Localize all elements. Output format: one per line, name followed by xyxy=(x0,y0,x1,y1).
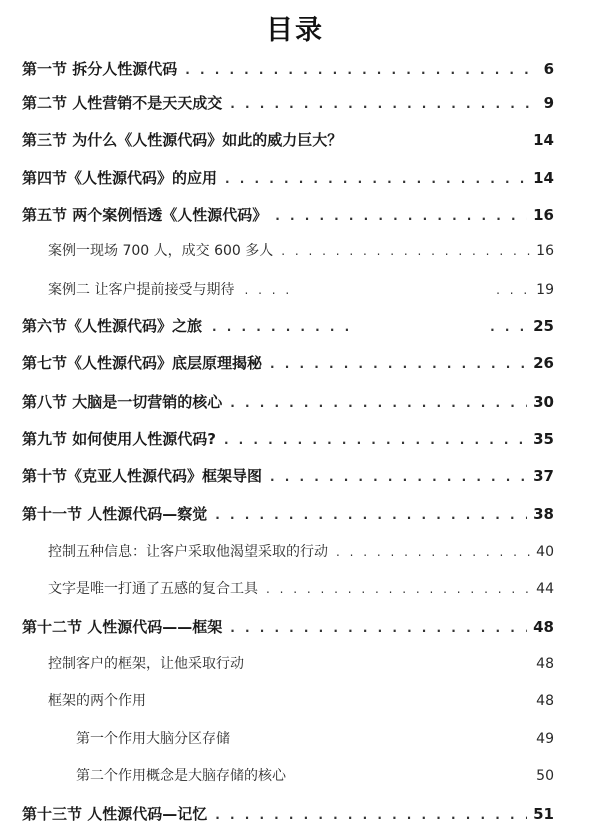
dot-leader xyxy=(224,428,527,452)
toc-entry-page: 26 xyxy=(533,354,554,372)
dot-leader: . . . . . . . xyxy=(244,283,531,297)
toc-entry[interactable] xyxy=(22,390,554,414)
toc-entry[interactable] xyxy=(22,57,554,81)
dot-leader xyxy=(230,616,527,640)
dot-leader xyxy=(225,167,527,191)
toc-entry-page: 48 xyxy=(536,656,554,672)
toc-entry-page: 14 xyxy=(533,169,554,187)
toc-entry-page: 30 xyxy=(533,393,554,411)
toc-entry-label: 案例二 让客户提前接受与期待 xyxy=(48,282,235,298)
toc-entry-label: 文字是唯一打通了五感的复合工具 xyxy=(48,581,258,597)
toc-entry[interactable] xyxy=(22,802,554,826)
toc-entry-page: 9 xyxy=(543,94,554,112)
toc-entry-label: 第二节 人性营销不是天天成交 xyxy=(22,94,223,112)
toc-entry[interactable] xyxy=(22,91,554,115)
dot-leader xyxy=(275,204,527,228)
toc-entry-page: 50 xyxy=(536,768,554,784)
toc-subentry[interactable] xyxy=(48,278,554,302)
dot-leader xyxy=(266,577,530,601)
toc-subentry[interactable] xyxy=(48,689,554,713)
toc-entry[interactable] xyxy=(22,351,554,375)
dot-leader xyxy=(215,803,527,827)
toc-entry-label: 第一节 拆分人性源代码 xyxy=(22,60,178,78)
toc-entry-label: 第四节《人性源代码》的应用 xyxy=(22,169,218,187)
toc-entry-label: 控制客户的框架，让他采取行动 xyxy=(48,656,244,672)
dot-leader xyxy=(230,92,537,116)
dot-leader xyxy=(270,465,527,489)
toc-entry-label: 第十二节 人性源代码——框架 xyxy=(22,618,223,636)
toc-entry-page: 14 xyxy=(533,131,554,149)
toc-entry[interactable] xyxy=(22,502,554,526)
toc-entry-label: 第七节《人性源代码》底层原理揭秘 xyxy=(22,354,263,372)
toc-entry-page: 16 xyxy=(533,206,554,224)
toc-entry-label: 第三节 为什么《人性源代码》如此的威力巨大？ xyxy=(22,131,343,149)
toc-entry-label: 第二个作用概念是大脑存储的核心 xyxy=(76,768,286,784)
toc-entry[interactable] xyxy=(22,464,554,488)
toc-subentry[interactable] xyxy=(48,577,554,601)
toc-entry-page: 6 xyxy=(543,60,554,78)
toc-entry-label: 第十三节 人性源代码—记忆 xyxy=(22,805,208,823)
toc-entry-page: 37 xyxy=(533,467,554,485)
toc-entry-label: 第十一节 人性源代码—察觉 xyxy=(22,505,208,523)
toc-entry-page: 48 xyxy=(533,618,554,636)
toc-entry[interactable] xyxy=(22,314,554,338)
dot-leader xyxy=(215,503,527,527)
dot-leader xyxy=(336,540,530,564)
dot-leader xyxy=(230,391,527,415)
toc-subentry[interactable] xyxy=(48,540,554,564)
toc-entry-page: 16 xyxy=(536,243,554,259)
toc-entry-page: 51 xyxy=(533,805,554,823)
page-title: 目录 xyxy=(266,15,324,46)
dot-leader xyxy=(281,239,530,263)
toc-entry-label: 第六节《人性源代码》之旅 xyxy=(22,317,203,335)
dot-leader xyxy=(185,58,537,82)
toc-entry[interactable] xyxy=(22,615,554,639)
toc-entry-label: 第九节 如何使用人性源代码? xyxy=(22,430,216,448)
toc-entry-page: 49 xyxy=(536,731,554,747)
toc-entry-page: 35 xyxy=(533,430,554,448)
dot-leader xyxy=(270,352,527,376)
toc-subentry[interactable] xyxy=(48,239,554,263)
toc-entry[interactable] xyxy=(22,203,554,227)
toc-entry-page: 19 xyxy=(536,282,554,298)
toc-entry-page: 38 xyxy=(533,505,554,523)
toc-entry-label: 案例一现场 700 人，成交 600 多人 xyxy=(48,243,274,259)
dot-leader: . . . . . . . . . . . . . xyxy=(212,320,528,334)
toc-entry[interactable] xyxy=(22,427,554,451)
toc-entry[interactable] xyxy=(22,128,554,152)
toc-subentry[interactable] xyxy=(48,652,554,676)
toc-subsubentry[interactable] xyxy=(76,727,554,751)
toc-entry[interactable] xyxy=(22,166,554,190)
toc-entry-label: 第八节 大脑是一切营销的核心 xyxy=(22,393,223,411)
toc-entry-label: 第一个作用大脑分区存储 xyxy=(76,731,230,747)
toc-entry-label: 框架的两个作用 xyxy=(48,693,146,709)
toc-entry-label: 控制五种信息：让客户采取他渴望采取的行动 xyxy=(48,544,328,560)
toc-entry-page: 40 xyxy=(536,544,554,560)
toc-subsubentry[interactable] xyxy=(76,764,554,788)
toc-entry-label: 第十节《克亚人性源代码》框架导图 xyxy=(22,467,263,485)
toc-entry-page: 25 xyxy=(533,317,554,335)
toc-entry-page: 44 xyxy=(536,581,554,597)
toc-entry-label: 第五节 两个案例悟透《人性源代码》 xyxy=(22,206,268,224)
toc-entry-page: 48 xyxy=(536,693,554,709)
